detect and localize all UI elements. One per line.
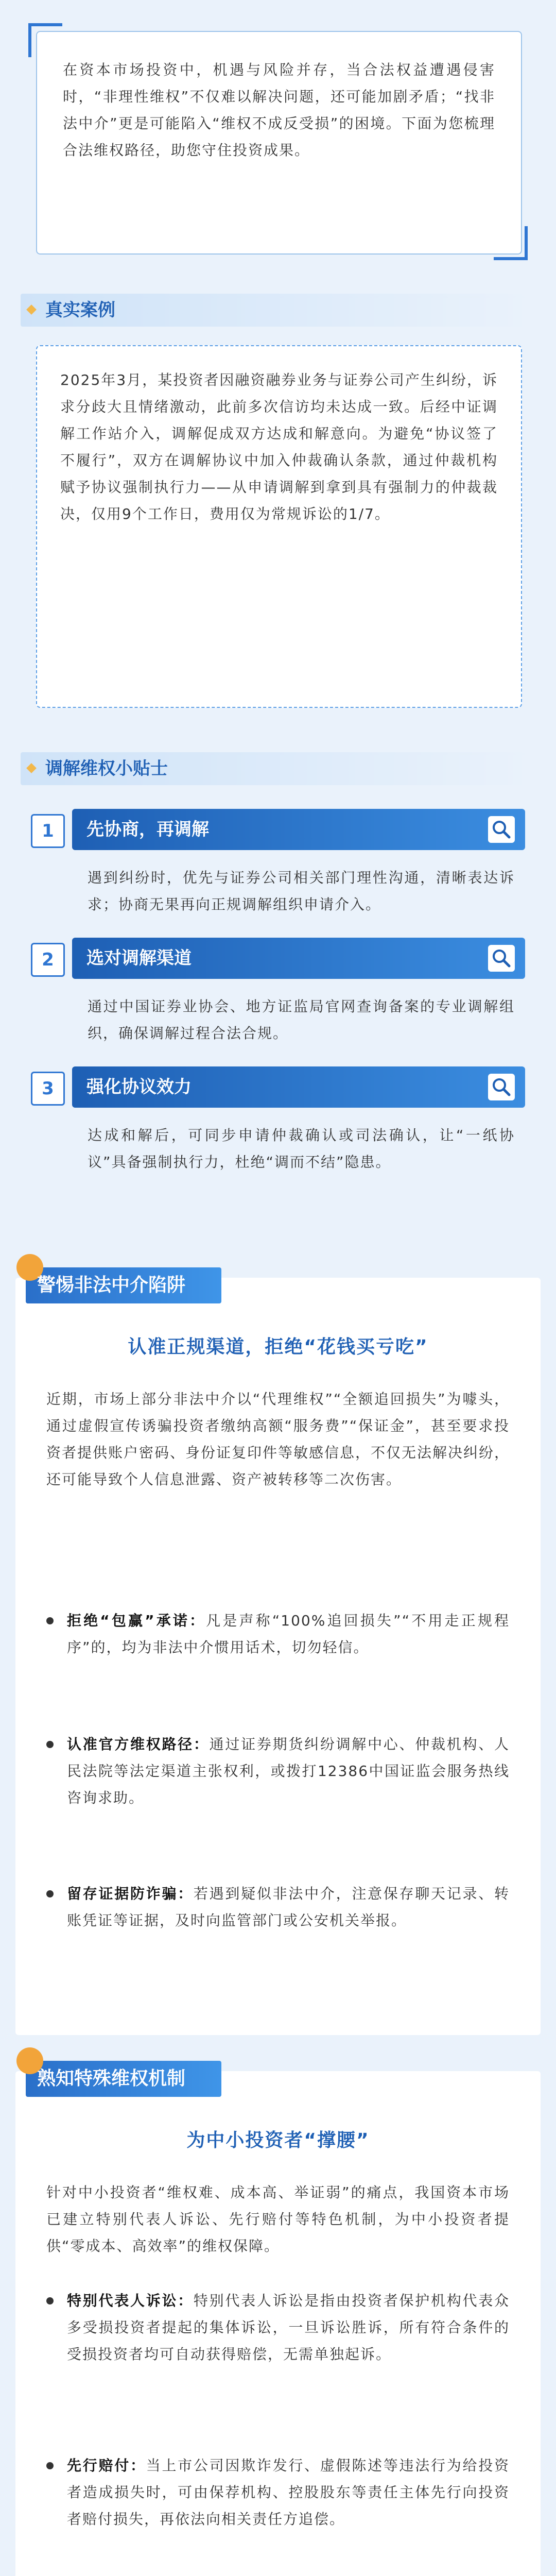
bullet-dot-icon: [46, 1617, 54, 1624]
tips-title: 调解维权小贴士: [45, 758, 168, 779]
bullet-lead: 先行赔付：: [67, 2457, 146, 2474]
tip-text: 通过中国证券业协会、地方证监局官网查询备案的专业调解组织，确保调解过程合法合规。: [88, 998, 515, 1042]
bullet-lead: 认准官方维权路径：: [67, 1736, 210, 1753]
bullet-text: 特别代表人诉讼是指由投资者保护机构代表众多受损投资者提起的集体诉讼，一旦诉讼胜诉，所有符合条件的受损投资者均可自动获得赔偿，无需单独起诉。: [67, 2292, 510, 2363]
bullet-text: 通过证券期货纠纷调解中心、仲裁机构、人民法院等法定渠道主张权利，或拨打12386中国证监会服务热线咨询求助。: [67, 1736, 510, 1806]
tip-title-bar: [72, 938, 525, 979]
special-subhead-prefix: 为中小投资者: [186, 2130, 304, 2151]
special-mechanism-section: [0, 2061, 556, 2576]
tip-title: 先协商，再调解: [86, 819, 209, 840]
bullet-dot-icon: [46, 2297, 54, 2304]
tip-number: 3: [31, 1072, 65, 1106]
tip-title: 选对调解渠道: [86, 948, 192, 969]
warning-subhead-prefix: 认准正规渠道，拒绝: [128, 1336, 304, 1358]
bullet-dot-icon: [46, 1741, 54, 1748]
special-card: [15, 2068, 541, 2576]
search-icon: [488, 1074, 515, 1100]
tips-title-band: [21, 752, 535, 785]
case-box: [36, 345, 522, 708]
case-text: 2025年3月，某投资者因融资融券业务与证券公司产生纠纷，诉求分歧大且情绪激动，此前多次信访均未达成一致。后经中证调解工作站介入，调解促成双方达成和解意向。为避免“协议签了不履行”，双方在调解协议中加入仲裁确认条款，通过仲裁机构赋予协议强制执行力——从申请调解到拿到具有强制力的仲裁裁决，仅用9个工作日，费用仅为常规诉讼的1/7。: [60, 371, 498, 522]
tip-number: 1: [31, 814, 65, 848]
search-icon: [488, 816, 515, 843]
bullet-dot-icon: [46, 2462, 54, 2469]
special-subhead-emphasis: “撑腰”: [304, 2130, 370, 2151]
warning-tag-label: 警惕非法中介陷阱: [37, 1275, 186, 1296]
bullet-text: 凡是声称“100%追回损失”“不用走正规程序”的，均为非法中介惯用话术，切勿轻信。: [67, 1612, 510, 1656]
intro-box: [36, 31, 522, 255]
bullet-lead: 拒绝“包赢”承诺：: [67, 1612, 206, 1629]
bullet-text: 若遇到疑似非法中介，注意保存聊天记录、转账凭证等证据，及时向监管部门或公安机关举报。: [67, 1885, 510, 1929]
bullet-text: 当上市公司因欺诈发行、虚假陈述等违法行为给投资者造成损失时，可由保荐机构、控股股东等责任主体先行向投资者赔付损失，再依法向相关责任方追偿。: [67, 2457, 510, 2528]
tips-section: [0, 752, 556, 1216]
special-text: 针对中小投资者“维权难、成本高、举证弱”的痛点，我国资本市场已建立特别代表人诉讼、先行赔付等特色机制，为中小投资者提供“零成本、高效率”的维权保障。: [46, 2184, 510, 2255]
diamond-icon: [26, 304, 37, 315]
special-subhead: [15, 2128, 541, 2154]
tip-text: 遇到纠纷时，优先与证券公司相关部门理性沟通，清晰表达诉求；协商无果再向正规调解组织申请介入。: [88, 869, 515, 913]
warning-subhead-emphasis: “花钱买亏吃”: [304, 1336, 428, 1358]
tip-text: 达成和解后，可同步申请仲裁确认或司法确认，让“一纸协议”具备强制执行力，杜绝“调而不结”隐患。: [88, 1127, 515, 1171]
warning-subhead: [15, 1334, 541, 1360]
bullet-dot-icon: [46, 1890, 54, 1897]
search-icon: [488, 945, 515, 972]
case-section: [0, 294, 556, 721]
intro-text: 在资本市场投资中，机遇与风险并存，当合法权益遭遇侵害时，“非理性维权”不仅难以解决问题，还可能加剧矛盾；“找非法中介”更是可能陷入“维权不成反受损”的困境。下面为您梳理合法维权路径，助您守住投资成果。: [63, 61, 495, 159]
bullet-lead: 特别代表人诉讼：: [67, 2292, 194, 2309]
bullet-lead: 留存证据防诈骗：: [67, 1885, 194, 1902]
warning-tag: [26, 1267, 221, 1303]
warning-section: [0, 1267, 556, 2040]
special-tag: [26, 2061, 221, 2097]
tip-number: 2: [31, 943, 65, 977]
intro-section: [0, 21, 556, 263]
tip-title: 强化协议效力: [86, 1077, 192, 1097]
special-tag-label: 熟知特殊维权机制: [37, 2068, 186, 2089]
warning-text: 近期，市场上部分非法中介以“代理维权”“全额追回损失”为噱头，通过虚假宣传诱骗投资者缴纳高额“服务费”“保证金”，甚至要求投资者提供账户密码、身份证复印件等敏感信息，不仅无法解决纠纷，还可能导致个人信息泄露、资产被转移等二次伤害。: [46, 1391, 510, 1488]
tip-title-bar: [72, 1066, 525, 1108]
diamond-icon: [26, 763, 37, 773]
case-title: 真实案例: [45, 300, 115, 320]
case-title-band: [21, 294, 535, 327]
warning-card: [15, 1275, 541, 2035]
tip-title-bar: [72, 809, 525, 850]
